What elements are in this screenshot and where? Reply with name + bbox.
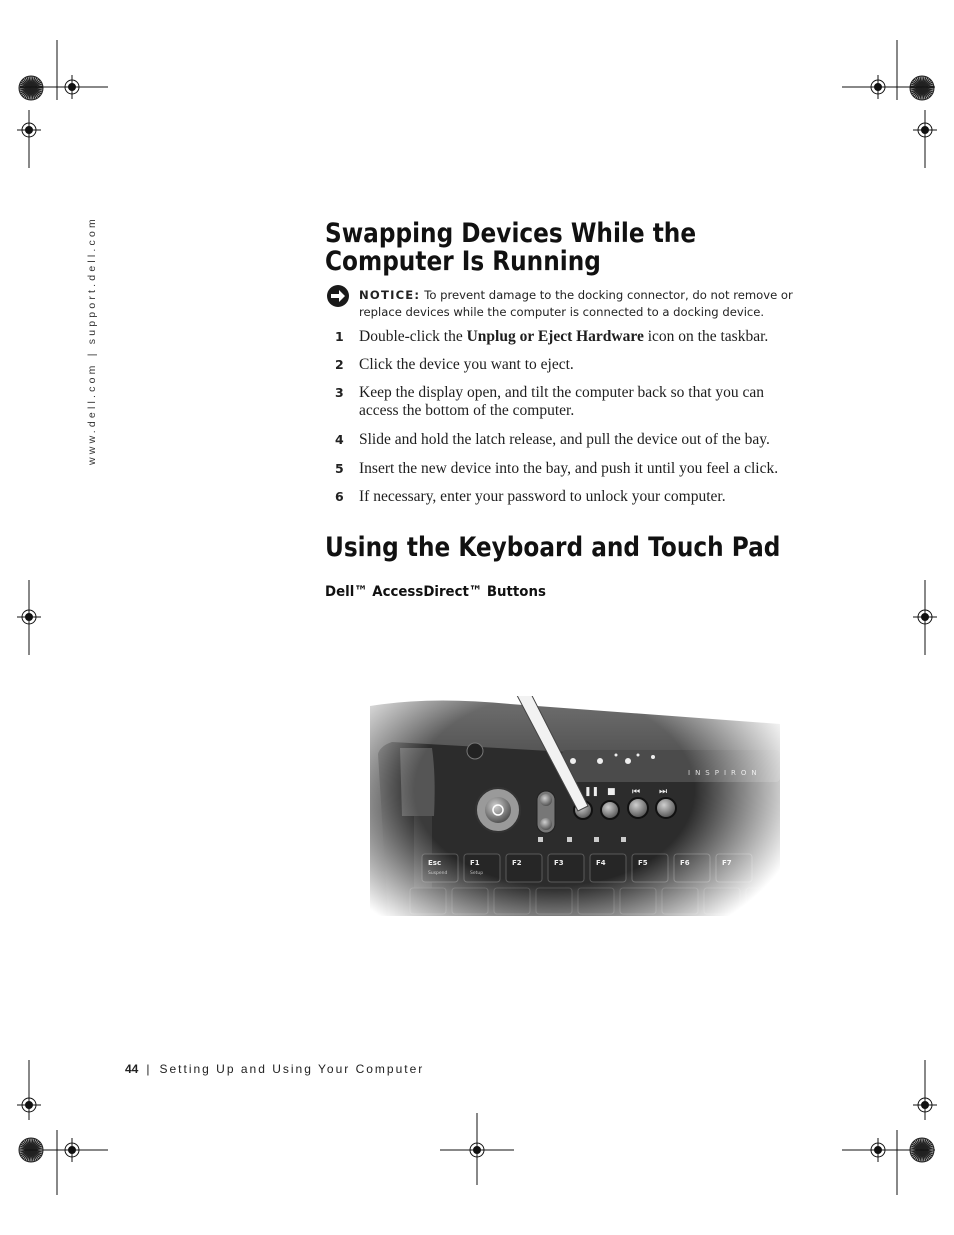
step-number: 1 — [335, 329, 344, 344]
subsection-title: Dell™ AccessDirect™ Buttons — [325, 584, 546, 600]
side-url: www.dell.com | support.dell.com — [86, 216, 98, 465]
step-number: 4 — [335, 432, 344, 447]
section-title-keyboard: Using the Keyboard and Touch Pad — [325, 532, 781, 563]
step-text-post: icon on the taskbar. — [643, 328, 769, 345]
starburst-mark — [19, 76, 43, 100]
step-text-pre: If necessary, enter your password to unlock your computer. — [359, 488, 726, 505]
step-text — [359, 356, 804, 374]
step-number: 3 — [335, 385, 344, 400]
step-text — [359, 488, 804, 506]
starburst-mark — [910, 76, 934, 100]
page-footer — [125, 1062, 424, 1076]
footer-separator: | — [146, 1062, 150, 1076]
title-text: Swapping Devices While the Computer Is Running — [325, 218, 697, 277]
step-number: 5 — [335, 461, 344, 476]
notice-body: To prevent damage to the docking connector, do not remove or replace devices while the computer is connected to a docking device. — [359, 288, 793, 319]
notice-label: NOTICE: — [359, 288, 421, 302]
step-text — [359, 431, 804, 449]
chapter-title: Setting Up and Using Your Computer — [159, 1062, 425, 1076]
page-number: 44 — [125, 1062, 139, 1076]
step-text — [359, 460, 804, 478]
step-number: 6 — [335, 489, 344, 504]
notice-arrow-icon — [326, 284, 350, 308]
step-text-bold: Unplug or Eject Hardware — [466, 328, 644, 345]
step-text-pre: Click the device you want to eject. — [359, 356, 574, 373]
step-text-pre: Insert the new device into the bay, and push it until you feel a click. — [359, 460, 779, 477]
step-text-pre: Slide and hold the latch release, and pull the device out of the bay. — [359, 431, 770, 448]
step-text-pre: Double-click the — [359, 328, 467, 345]
step-text-pre: Keep the display open, and tilt the computer back so that you can access the bottom of the computer. — [359, 384, 765, 419]
step-number: 2 — [335, 357, 344, 372]
section-title-swapping — [325, 220, 807, 276]
step-text — [359, 384, 804, 420]
keyboard-photo — [370, 636, 780, 916]
step-text — [359, 328, 804, 346]
notice-text — [359, 287, 819, 320]
